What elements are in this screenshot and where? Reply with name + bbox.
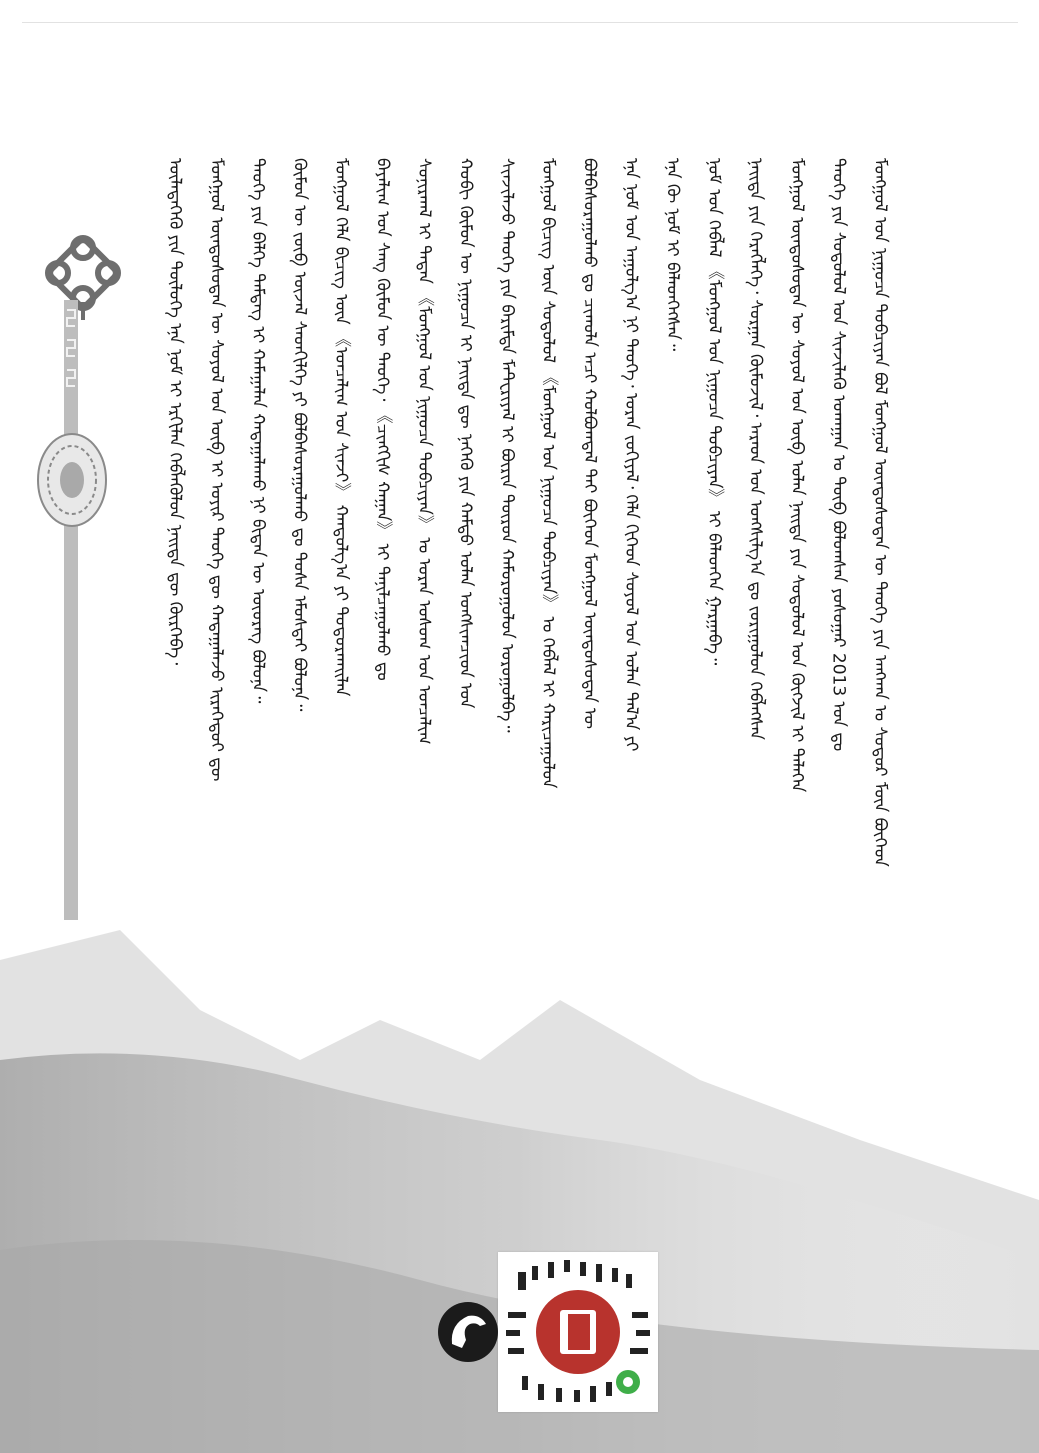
text-column: ᠪᠠᠶᠠᠯᠢᠭ ᠤᠨ ᠰᠠᠩ ᠬᠥᠮᠦᠨ ᠦ ᠲᠡᠦᠬᠡ᠂ 《ᠴᠢᠩᠭᠢᠰ ᠬᠠᠭᠠᠨ》 ᠢ ᠲᠠᠨᠢᠯᠴᠠᠭᠤᠯᠬᠤ ᠳᠤ	[372, 158, 393, 681]
text-column: ᠲᠡᠦᠬᠡ ᠶᠢᠨ ᠪᠡᠯᠭᠡ ᠲᠡᠮᠳᠡᠭ ᠢ ᠬᠠᠮᠠᠭᠠᠯᠠᠨ ᠬᠠᠳᠠᠭᠠᠯᠠᠬᠤ ᠨᠢ ᠪᠢᠳᠡᠨ ᠦ ᠦᠦᠷᠡᠭ ᠪᠣᠯᠤᠨᠠ᠃	[247, 158, 268, 704]
text-column: ᠲᠡᠦᠬᠡ ᠶᠢᠨ ᠰᠤᠳᠤᠯᠤᠯ ᠤᠨ ᠰᠢᠨᠵᠢᠯᠡᠬᠦ ᠤᠬᠠᠭᠠᠨ ᠤ ᠲᠥᠪ ᠪᠣᠯᠤᠭᠰᠠᠨ ᠶᠣᠰᠣᠭᠠᠷ 2013 ᠣᠨ ᠳᠤ	[828, 158, 849, 752]
text-column: ᠮᠣᠩᠭᠣᠯ ᠬᠡᠯᠡ ᠪᠢᠴᠢᠭ ᠦᠨ 《ᠣᠨᠴᠠᠯᠢᠭ ᠤᠨ ᠰᠢᠨᠵᠢ》 ᠬᠠᠨᠳᠤᠯᠭ᠎ᠠ ᠶᠢ ᠲᠣᠳᠤᠷᠬᠠᠢᠯᠠᠨ	[330, 158, 351, 697]
circular-ornament-icon	[34, 430, 110, 530]
text-column: ᠦᠯᠡᠳᠡᠭᠡᠬᠦ ᠶᠢᠨ ᠲᠥᠯᠥᠭᠡ ᠡᠨᠡ ᠨᠣᠮ ᠢ ᠡᠷᠬᠢᠯᠡᠨ ᠬᠡᠪᠯᠡᠭᠦᠯᠦᠨ ᠨᠡᠢᠲᠡ ᠳᠦ ᠬᠦᠷᠭᠡᠪᠡ᠂	[165, 158, 185, 666]
text-column: ᠪᠣᠯᠪᠠᠰᠤᠷᠠᠭᠤᠯᠬᠤ ᠳᠤ ᠴᠢᠬᠤᠯᠠ ᠠᠴᠢ ᠬᠣᠯᠪᠣᠭᠳᠠᠯ ᠲᠠᠢ ᠪᠥᠭᠡᠳ ᠮᠣᠩᠭᠣᠯ ᠦᠨᠳᠦᠰᠦᠲᠡᠨ ᠦ	[579, 158, 600, 729]
text-column: ᠮᠣᠩᠭᠣᠯ ᠪᠢᠴᠢᠭ ᠦᠨ ᠰᠤᠳᠤᠯᠤᠯ 《ᠮᠣᠩᠭᠣᠯ ᠤᠨ ᠨᠢᠭᠤᠴᠠ ᠲᠣᠪᠴᠢᠶᠠᠨ》 ᠤ ᠬᠡᠪᠯᠡᠯ ᠢ ᠬᠠᠷᠢᠴᠠᠭᠤᠯᠤᠨ	[538, 158, 559, 789]
text-column: ᠬᠦᠮᠦᠨ ᠦ ᠵᠥᠪ ᠦᠵᠡᠯ ᠰᠡᠳᠬᠢᠯᠭᠡ ᠶᠢ ᠪᠣᠯᠪᠠᠰᠤᠷᠠᠭᠤᠯᠬᠤ ᠳᠤ ᠲᠤᠰᠠ ᠡᠮᠦᠰᠲᠡᠢ ᠪᠣᠯᠤᠨᠠ᠃	[289, 158, 310, 712]
qr-code-pattern	[498, 1252, 658, 1412]
mongolian-text-block	[160, 158, 895, 1278]
text-column: ᠡᠨᠡ ᠬᠦ ᠨᠣᠮ ᠢ ᠪᠡᠯᠡᠳᠬᠡᠭᠰᠡᠨ᠃	[662, 158, 683, 352]
text-column: ᠰᠣᠨᠢᠷᠬᠠᠯ ᠢ ᠲᠠᠲᠠᠨ 《ᠮᠣᠩᠭᠣᠯ ᠤᠨ ᠨᠢᠭᠤᠴᠠ ᠲᠣᠪᠴᠢᠶᠠᠨ》 ᠤ ᠤᠷᠠᠨ ᠤᠰᠤᠭ ᠤᠨ ᠣᠨᠴᠠᠯᠢᠭ	[413, 158, 434, 745]
text-column: ᠮᠣᠩᠭᠣᠯ ᠦᠨᠳᠦᠰᠦᠲᠡᠨ ᠦ ᠰᠣᠶᠣᠯ ᠤᠨ ᠥᠪ ᠢ ᠣᠶᠢᠷ ᠲᠡᠦᠬᠡ ᠳᠦ ᠬᠠᠳᠠᠭᠠᠯᠠᠵᠤ ᠢᠷᠡᠭᠡᠳᠦᠢ ᠳᠦ	[206, 158, 227, 782]
text-column: ᠰᠢᠨᠵᠢᠯᠡᠵᠦ ᠲᠡᠦᠬᠡ ᠶᠢᠨ ᠪᠠᠷᠢᠮᠲᠠ ᠮᠠᠲᠸᠷᠢᠶᠠᠯ ᠢ ᠪᠦᠷᠢᠨ ᠳᠦᠷᠦᠨ ᠬᠠᠮᠤᠷᠤᠭᠤᠯᠤᠨ ᠣᠷᠣᠭᠤᠯᠪᠠ᠃	[496, 158, 517, 733]
text-column: ᠮᠣᠩᠭᠣᠯ ᠦᠨᠳᠦᠰᠦᠲᠡᠨ ᠦ ᠰᠣᠶᠣᠯ ᠤᠨ ᠥᠪ ᠣᠯᠠᠨ ᠨᠡᠢᠲᠡ ᠶᠢᠨ ᠰᠤᠳᠤᠯᠤᠯ ᠤᠨ ᠬᠥᠭᠵᠢᠯ ᠢ ᠲᠡᠯᠡᠭᠡᠨ	[787, 158, 808, 793]
text-column: ᠡᠨᠡ ᠨᠣᠮ ᠤᠨ ᠠᠭᠤᠯᠭ᠎ᠠ ᠨᠢ ᠲᠡᠦᠬᠡ᠂ ᠤᠷᠠᠨ ᠵᠣᠬᠢᠶᠠᠯ᠂ ᠬᠡᠯᠡ ᠬᠢᠭᠡᠳ ᠰᠣᠶᠣᠯ ᠤᠨ ᠣᠯᠠᠨ ᠲᠠᠯ᠎ᠠ ᠶᠢ	[621, 158, 642, 752]
text-column: ᠨᠡᠢᠲᠡ ᠶᠢᠨ ᠬᠡᠷᠡᠭᠯᠡᠭᠡ᠂ ᠰᠤᠷᠭᠠᠨ ᠬᠦᠮᠦᠵᠢᠯ᠂ ᠠᠷᠠᠳ ᠤᠨ ᠤᠩᠰᠢᠯᠭ᠎ᠠ ᠳᠤ ᠵᠣᠷᠢᠭᠤᠯᠤᠨ ᠬᠡᠪᠯᠡᠭᠰᠡᠨ	[745, 158, 766, 740]
horse-logo-icon	[436, 1300, 500, 1364]
text-column: ᠬᠤᠪᠢ ᠬᠥᠮᠦᠨ ᠦ ᠨᠢᠭᠤᠴᠠ ᠢ ᠨᠡᠢᠲᠡ ᠳᠦ ᠨᠡᠬᠡᠬᠦ ᠶᠢᠨ ᠬᠠᠮᠲᠤ ᠣᠯᠠᠨ ᠤᠩᠰᠢᠭᠴᠢᠳ ᠤᠨ	[455, 158, 476, 709]
qr-code[interactable]	[498, 1252, 658, 1412]
text-column: ᠨᠣᠮ ᠤᠨ ᠬᠡᠪᠯᠡᠯ 《ᠮᠣᠩᠭᠣᠯ ᠤᠨ ᠨᠢᠭᠤᠴᠠ ᠲᠣᠪᠴᠢᠶᠠᠨ》 ᠢ ᠪᠡᠯᠡᠳᠬᠡᠨ ᠭᠠᠷᠭᠠᠪᠠ᠃	[704, 158, 725, 666]
frame-line-top	[22, 22, 1018, 23]
greek-key-border	[64, 300, 78, 920]
text-column: ᠮᠣᠩᠭᠣᠯ ᠤᠨ ᠨᠢᠭᠤᠴᠠ ᠲᠣᠪᠴᠢᠶᠠᠨ ᠪᠣᠯ ᠮᠣᠩᠭᠣᠯ ᠦᠨᠳᠦᠰᠦᠲᠡᠨ ᠦ ᠲᠡᠦᠬᠡ ᠶᠢᠨ ᠠᠩᠬᠠᠨ ᠤ ᠰᠤᠳᠤᠷ ᠮᠥᠨ ᠪᠥᠭᠡᠳ	[869, 158, 890, 867]
endless-knot-icon	[40, 230, 126, 320]
